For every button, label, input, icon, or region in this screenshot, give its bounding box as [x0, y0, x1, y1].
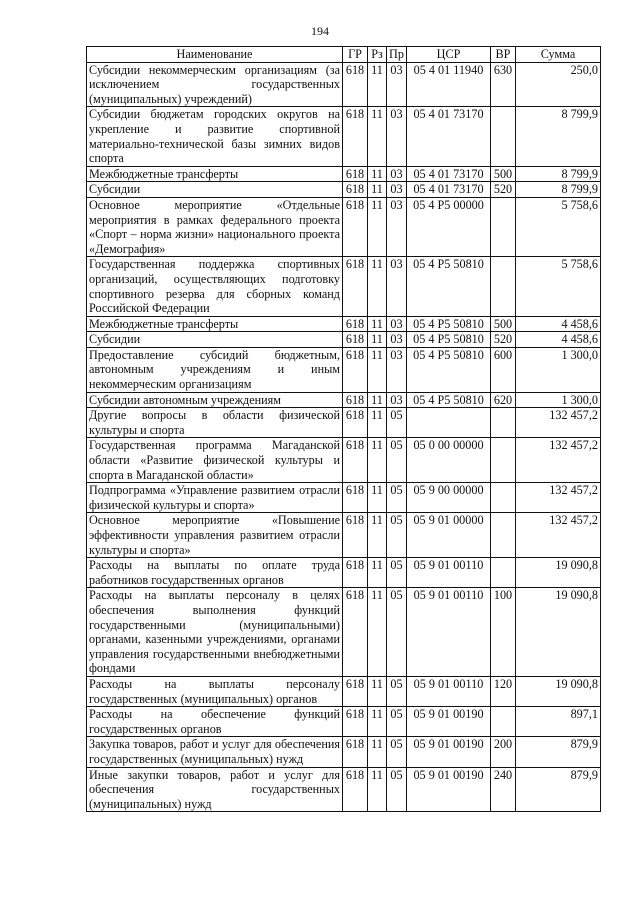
cell-name: Подпрограмма «Управление развитием отрасли физической культуры и спорта» [87, 483, 343, 513]
cell-csr: 05 4 01 73170 [407, 107, 491, 166]
cell-vr [491, 408, 516, 438]
cell-csr: 05 4 P5 50810 [407, 392, 491, 408]
cell-pr: 03 [387, 392, 407, 408]
cell-csr: 05 9 01 00110 [407, 676, 491, 706]
cell-amount: 5 758,6 [516, 197, 601, 256]
cell-name: Межбюджетные трансферты [87, 316, 343, 332]
cell-name: Расходы на обеспечение функций государственных органов [87, 707, 343, 737]
table-row [87, 707, 601, 737]
cell-amount: 132 457,2 [516, 408, 601, 438]
header-rz: Рз [368, 47, 387, 63]
cell-vr: 100 [491, 588, 516, 677]
cell-pr: 05 [387, 513, 407, 558]
table-row [87, 332, 601, 348]
cell-name: Закупка товаров, работ и услуг для обеспечения государственных (муниципальных) нужд [87, 737, 343, 767]
cell-vr [491, 513, 516, 558]
cell-amount: 8 799,9 [516, 166, 601, 182]
cell-vr [491, 438, 516, 483]
cell-pr: 05 [387, 767, 407, 812]
cell-rz: 11 [368, 316, 387, 332]
cell-csr: 05 4 01 73170 [407, 166, 491, 182]
cell-amount: 19 090,8 [516, 588, 601, 677]
table-row [87, 483, 601, 513]
cell-vr: 500 [491, 166, 516, 182]
page-number: 194 [311, 24, 329, 38]
cell-rz: 11 [368, 558, 387, 588]
cell-csr: 05 4 01 73170 [407, 182, 491, 198]
cell-vr: 240 [491, 767, 516, 812]
cell-csr: 05 9 01 00190 [407, 707, 491, 737]
cell-gr: 618 [343, 347, 368, 392]
cell-vr: 620 [491, 392, 516, 408]
cell-pr: 03 [387, 257, 407, 316]
cell-amount: 4 458,6 [516, 332, 601, 348]
table-row [87, 197, 601, 256]
cell-amount: 250,0 [516, 62, 601, 107]
cell-csr: 05 4 01 11940 [407, 62, 491, 107]
cell-rz: 11 [368, 513, 387, 558]
cell-rz: 11 [368, 257, 387, 316]
table-row [87, 438, 601, 483]
cell-vr: 630 [491, 62, 516, 107]
cell-rz: 11 [368, 62, 387, 107]
cell-gr: 618 [343, 408, 368, 438]
cell-amount: 4 458,6 [516, 316, 601, 332]
cell-rz: 11 [368, 332, 387, 348]
header-vr: ВР [491, 47, 516, 63]
cell-gr: 618 [343, 767, 368, 812]
cell-rz: 11 [368, 676, 387, 706]
cell-vr [491, 197, 516, 256]
cell-amount: 19 090,8 [516, 676, 601, 706]
table-row [87, 257, 601, 316]
cell-gr: 618 [343, 483, 368, 513]
cell-amount: 897,1 [516, 707, 601, 737]
cell-amount: 8 799,9 [516, 182, 601, 198]
cell-rz: 11 [368, 737, 387, 767]
cell-vr [491, 483, 516, 513]
cell-name: Межбюджетные трансферты [87, 166, 343, 182]
cell-name: Расходы на выплаты по оплате труда работников государственных органов [87, 558, 343, 588]
cell-csr: 05 0 00 00000 [407, 438, 491, 483]
cell-vr [491, 558, 516, 588]
cell-gr: 618 [343, 438, 368, 483]
cell-vr: 200 [491, 737, 516, 767]
cell-amount: 1 300,0 [516, 392, 601, 408]
cell-name: Субсидии некоммерческим организациям (за исключением государственных (муниципальных) учреждений) [87, 62, 343, 107]
cell-pr: 05 [387, 408, 407, 438]
table-row [87, 558, 601, 588]
cell-gr: 618 [343, 737, 368, 767]
cell-gr: 618 [343, 197, 368, 256]
cell-name: Субсидии [87, 182, 343, 198]
cell-gr: 618 [343, 588, 368, 677]
cell-name: Другие вопросы в области физической культуры и спорта [87, 408, 343, 438]
cell-gr: 618 [343, 166, 368, 182]
cell-pr: 05 [387, 737, 407, 767]
cell-name: Основное мероприятие «Отдельные мероприятия в рамках федерального проекта «Спорт – норма жизни» национального проекта «Демография» [87, 197, 343, 256]
cell-name: Государственная программа Магаданской области «Развитие физической культуры и спорта в Магаданской области» [87, 438, 343, 483]
cell-gr: 618 [343, 707, 368, 737]
cell-rz: 11 [368, 197, 387, 256]
cell-csr: 05 4 P5 50810 [407, 257, 491, 316]
header-sum: Сумма [516, 47, 601, 63]
cell-amount: 19 090,8 [516, 558, 601, 588]
cell-csr [407, 408, 491, 438]
cell-csr: 05 4 P5 50810 [407, 332, 491, 348]
cell-pr: 03 [387, 197, 407, 256]
header-gr: ГР [343, 47, 368, 63]
cell-pr: 03 [387, 332, 407, 348]
cell-vr [491, 257, 516, 316]
cell-csr: 05 4 P5 50810 [407, 316, 491, 332]
cell-vr: 500 [491, 316, 516, 332]
cell-pr: 03 [387, 182, 407, 198]
table-row [87, 513, 601, 558]
table-row [87, 392, 601, 408]
header-name: Наименование [87, 47, 343, 63]
cell-rz: 11 [368, 166, 387, 182]
cell-rz: 11 [368, 408, 387, 438]
cell-gr: 618 [343, 558, 368, 588]
cell-vr [491, 707, 516, 737]
cell-pr: 05 [387, 483, 407, 513]
cell-gr: 618 [343, 513, 368, 558]
table-row [87, 62, 601, 107]
cell-rz: 11 [368, 707, 387, 737]
table-row [87, 767, 601, 812]
cell-rz: 11 [368, 392, 387, 408]
cell-pr: 05 [387, 558, 407, 588]
cell-rz: 11 [368, 767, 387, 812]
cell-rz: 11 [368, 347, 387, 392]
cell-rz: 11 [368, 182, 387, 198]
table-row [87, 588, 601, 677]
cell-gr: 618 [343, 392, 368, 408]
cell-amount: 879,9 [516, 767, 601, 812]
cell-pr: 03 [387, 166, 407, 182]
table-header-row [87, 47, 601, 63]
cell-pr: 05 [387, 707, 407, 737]
cell-name: Государственная поддержка спортивных организаций, осуществляющих подготовку спортивного резерва для сборных команд Российской Федерации [87, 257, 343, 316]
cell-rz: 11 [368, 483, 387, 513]
cell-amount: 1 300,0 [516, 347, 601, 392]
cell-gr: 618 [343, 62, 368, 107]
table-row [87, 182, 601, 198]
cell-rz: 11 [368, 438, 387, 483]
table-row [87, 737, 601, 767]
cell-name: Расходы на выплаты персоналу в целях обеспечения выполнения функций государственными (муниципальными) органами, казенными учреждениями, органами управления государственными внебюджетными фондами [87, 588, 343, 677]
cell-vr: 520 [491, 182, 516, 198]
cell-amount: 132 457,2 [516, 483, 601, 513]
cell-name: Субсидии [87, 332, 343, 348]
cell-name: Основное мероприятие «Повышение эффективности управления развитием отрасли культуры и спорта» [87, 513, 343, 558]
table-row [87, 347, 601, 392]
cell-vr: 600 [491, 347, 516, 392]
cell-pr: 03 [387, 316, 407, 332]
table-row [87, 408, 601, 438]
table-row [87, 676, 601, 706]
budget-table [86, 46, 601, 812]
cell-amount: 8 799,9 [516, 107, 601, 166]
cell-amount: 132 457,2 [516, 438, 601, 483]
table-row [87, 107, 601, 166]
cell-csr: 05 9 01 00110 [407, 558, 491, 588]
cell-amount: 132 457,2 [516, 513, 601, 558]
cell-gr: 618 [343, 107, 368, 166]
cell-name: Расходы на выплаты персоналу государственных (муниципальных) органов [87, 676, 343, 706]
cell-gr: 618 [343, 257, 368, 316]
cell-csr: 05 4 P5 50810 [407, 347, 491, 392]
cell-pr: 05 [387, 676, 407, 706]
cell-vr [491, 107, 516, 166]
cell-name: Иные закупки товаров, работ и услуг для обеспечения государственных (муниципальных) нужд [87, 767, 343, 812]
cell-vr: 120 [491, 676, 516, 706]
table-row [87, 316, 601, 332]
cell-amount: 5 758,6 [516, 257, 601, 316]
cell-rz: 11 [368, 107, 387, 166]
cell-csr: 05 9 01 00110 [407, 588, 491, 677]
header-csr: ЦСР [407, 47, 491, 63]
cell-gr: 618 [343, 316, 368, 332]
cell-name: Субсидии бюджетам городских округов на укрепление и развитие спортивной материально-технической базы зимних видов спорта [87, 107, 343, 166]
table-row [87, 166, 601, 182]
cell-pr: 03 [387, 62, 407, 107]
cell-csr: 05 9 01 00000 [407, 513, 491, 558]
header-pr: Пр [387, 47, 407, 63]
cell-vr: 520 [491, 332, 516, 348]
cell-pr: 05 [387, 588, 407, 677]
cell-csr: 05 9 01 00190 [407, 737, 491, 767]
cell-pr: 05 [387, 438, 407, 483]
cell-gr: 618 [343, 676, 368, 706]
cell-amount: 879,9 [516, 737, 601, 767]
cell-rz: 11 [368, 588, 387, 677]
cell-name: Предоставление субсидий бюджетным, автономным учреждениям и иным некоммерческим организациям [87, 347, 343, 392]
cell-csr: 05 9 00 00000 [407, 483, 491, 513]
cell-name: Субсидии автономным учреждениям [87, 392, 343, 408]
cell-csr: 05 4 P5 00000 [407, 197, 491, 256]
cell-pr: 03 [387, 347, 407, 392]
cell-gr: 618 [343, 332, 368, 348]
cell-gr: 618 [343, 182, 368, 198]
cell-csr: 05 9 01 00190 [407, 767, 491, 812]
cell-pr: 03 [387, 107, 407, 166]
